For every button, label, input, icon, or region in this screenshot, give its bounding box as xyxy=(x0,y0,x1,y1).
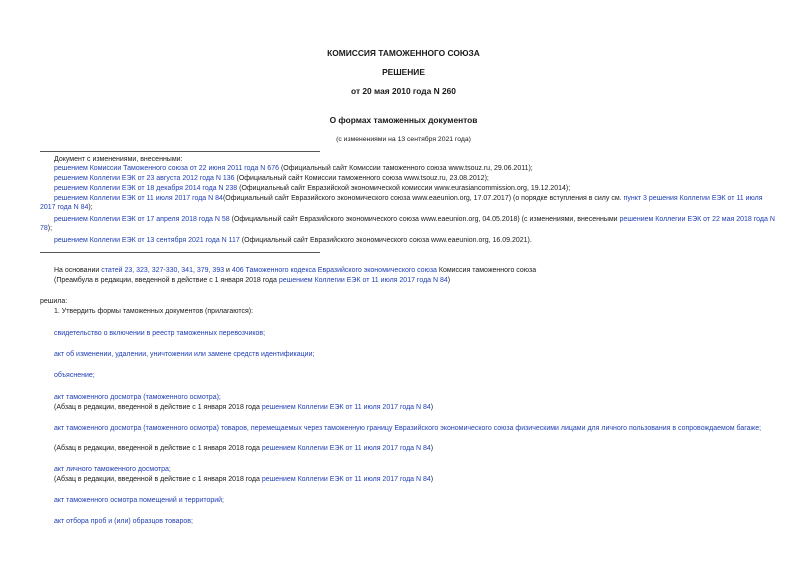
edit-note-link[interactable]: решением Коллегии ЕЭК от 11 июля 2017 года N 84 xyxy=(261,404,431,411)
amendment-item: решением Коллегии ЕЭК от 18 декабря 2014 года N 238 (Официальный сайт Евразийской экономической комиссии www.eurasiancommission.org, 19.12.2014); xyxy=(54,185,571,192)
amendment-link[interactable]: решением Коллегии ЕЭК от 18 декабря 2014 года N 238 xyxy=(54,185,238,192)
preamble-note-link[interactable]: решением Коллегии ЕЭК от 11 июля 2017 года N 84 xyxy=(278,277,448,284)
decided-label: решила: xyxy=(40,298,68,305)
edit-note: (Абзац в редакции, введенной в действие с 1 января 2018 года решением Коллегии ЕЭК от 11 июля 2017 года N 84) xyxy=(54,404,434,411)
edit-note: (Абзац в редакции, введенной в действие с 1 января 2018 года решением Коллегии ЕЭК от 11 июля 2017 года N 84) xyxy=(54,476,434,483)
changes-note: (с изменениями на 13 сентября 2021 года) xyxy=(336,136,471,143)
edit-note-link[interactable]: решением Коллегии ЕЭК от 11 июля 2017 года N 84 xyxy=(261,445,431,452)
form-link-personal-inspection-act[interactable]: акт личного таможенного досмотра; xyxy=(54,466,171,473)
amendment-link[interactable]: решением Коллегии ЕЭК от 17 апреля 2018 года N 58 xyxy=(54,216,230,223)
commission-heading: КОМИССИЯ ТАМОЖЕННОГО СОЮЗА xyxy=(327,48,480,58)
amendment-link[interactable]: решением Коллегии ЕЭК от 22 мая 2018 года N 78 xyxy=(40,216,775,233)
amendment-link[interactable]: пункт 3 решения Коллегии ЕЭК от 11 июля 2017 года N 84 xyxy=(40,195,763,212)
form-link-explanation[interactable]: объяснение; xyxy=(54,372,95,379)
amendment-item: решением Коллегии ЕЭК от 11 июля 2017 года N 84(Официальный сайт Евразийского экономического союза www.eaeunion.org, 17.07.2017) (о порядке вступления в силу см. пункт 3 решения Коллегии ЕЭК от 11 июля 2017 года N 84); xyxy=(40,195,763,212)
form-link-inspection-act[interactable]: акт таможенного досмотра (таможенного осмотра); xyxy=(54,394,221,401)
amendment-link[interactable]: решением Коллегии ЕЭК от 11 июля 2017 года N 84 xyxy=(54,195,223,202)
edit-note-link[interactable]: решением Коллегии ЕЭК от 11 июля 2017 года N 84 xyxy=(261,476,431,483)
preamble-note: (Преамбула в редакции, введенной в действие с 1 января 2018 года решением Коллегии ЕЭК от 11 июля 2017 года N 84) xyxy=(54,277,451,284)
decision-date: от 20 мая 2010 года N 260 xyxy=(351,86,456,96)
form-link-sampling-act[interactable]: акт отбора проб и (или) образцов товаров; xyxy=(54,518,193,525)
form-link-carrier-register[interactable]: свидетельство о включении в реестр таможенных перевозчиков; xyxy=(54,330,266,337)
form-link-identification-act[interactable]: акт об изменении, удалении, уничтожении или замене средств идентификации; xyxy=(54,351,315,358)
code-articles-link[interactable]: статей 23, 323, 327-330, 341, 379, 393 xyxy=(101,267,225,274)
form-link-premises-inspection-act[interactable]: акт таможенного осмотра помещений и территорий; xyxy=(54,497,224,504)
decision-heading: РЕШЕНИЕ xyxy=(382,67,425,77)
amendment-link[interactable]: решением Комиссии Таможенного союза от 22 июня 2011 года N 676 xyxy=(54,165,279,172)
amendment-link[interactable]: решением Коллегии ЕЭК от 23 августа 2012 года N 136 xyxy=(54,175,235,182)
form-link-baggage-inspection-act[interactable]: акт таможенного досмотра (таможенного осмотра) товаров, перемещаемых через таможенную границу Евразийского экономического союза физическими лицами для личного пользования в сопровождаемом багаже; xyxy=(54,425,762,432)
amendment-item: решением Коллегии ЕЭК от 23 августа 2012 года N 136 (Официальный сайт Комиссии таможенного союза www.tsouz.ru, 23.08.2012); xyxy=(54,175,489,182)
amendment-item: решением Коллегии ЕЭК от 17 апреля 2018 года N 58 (Официальный сайт Евразийского экономического союза www.eaeunion.org, 04.05.2018) (с изменениями, внесенными решением Коллегии ЕЭК от 22 мая 2018 года N 78); xyxy=(40,216,775,233)
bottom-divider xyxy=(40,252,320,253)
amendment-item: решением Комиссии Таможенного союза от 22 июня 2011 года N 676 (Официальный сайт Комиссии таможенного союза www.tsouz.ru, 29.06.2011); xyxy=(54,165,533,172)
edit-note: (Абзац в редакции, введенной в действие с 1 января 2018 года решением Коллегии ЕЭК от 11 июля 2017 года N 84) xyxy=(54,445,434,452)
point-1: 1. Утвердить формы таможенных документов (прилагаются): xyxy=(54,308,254,315)
customs-code-link[interactable]: 406 Таможенного кодекса Евразийского экономического союза xyxy=(231,267,437,274)
preamble: На основании статей 23, 323, 327-330, 341, 379, 393 и 406 Таможенного кодекса Евразийского экономического союза Комиссия таможенного союза xyxy=(54,267,537,274)
amendment-item: решением Коллегии ЕЭК от 13 сентября 2021 года N 117 (Официальный сайт Евразийского экономического союза www.eaeunion.org, 16.09.2021). xyxy=(54,237,532,244)
top-divider xyxy=(40,151,320,152)
amendment-link[interactable]: решением Коллегии ЕЭК от 13 сентября 2021 года N 117 xyxy=(54,237,240,244)
amendments-intro: Документ с изменениями, внесенными: xyxy=(54,156,183,163)
document-title: О формах таможенных документов xyxy=(329,115,478,125)
